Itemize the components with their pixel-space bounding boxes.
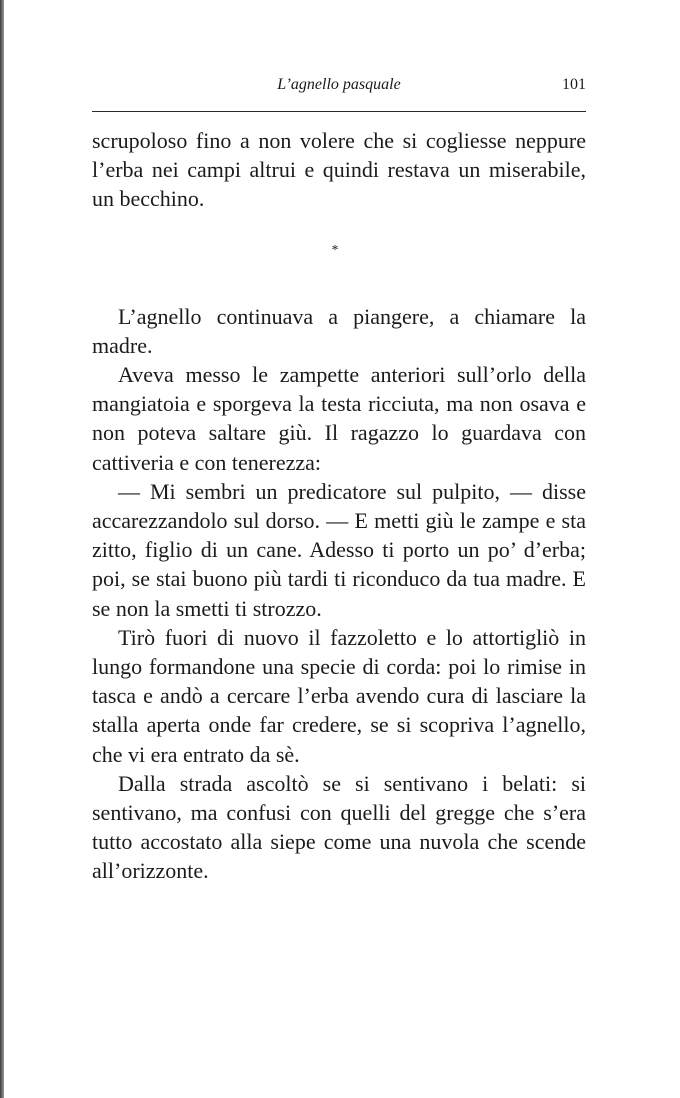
page-number: 101 — [562, 76, 586, 93]
running-title: L’agnello pasquale — [277, 76, 401, 93]
header-rule — [92, 111, 586, 112]
section-break-asterisk: * — [331, 242, 339, 258]
paragraph-dialogue: — Mi sembri un predicatore sul pulpito, — disse accarezzandolo sul dorso. — E metti giù le zampe e sta zitto, figlio di un cane. Adesso ti porto un po’ d’erba; poi, se stai buono più tardi ti riconduco da tua madre. E se non la smetti ti strozzo. — [92, 478, 586, 621]
paragraph: Tirò fuori di nuovo il fazzoletto e lo attortigliò in lungo formandone una specie di corda: poi lo rimise in tasca e andò a cercare l’erba avendo cura di lasciare la stalla aperta onde far credere, se si scopriva l’agnello, che vi era entrato da sè. — [92, 624, 586, 767]
paragraph: Aveva messo le zampette anteriori sull’orlo della mangiatoia e sporgeva la testa ricciuta, ma non osava e non poteva saltare giù. Il ragazzo lo guardava con cattiveria e con tenerezza: — [92, 362, 586, 475]
paragraph-continuation: scrupoloso fino a non volere che si cogliesse neppure l’erba nei campi altrui e quindi restava un miserabile, un becchino. — [92, 128, 586, 212]
body-text — [92, 126, 586, 886]
paragraph: L’agnello continuava a piangere, a chiamare la madre. — [92, 303, 586, 358]
page-binding-edge — [0, 0, 4, 1098]
section-break — [92, 244, 586, 302]
running-header — [92, 76, 586, 104]
paragraph: Dalla strada ascoltò se si sentivano i belati: si sentivano, ma confusi con quelli del gregge che s’era tutto accostato alla siepe come una nuvola che scende all’orizzonte. — [92, 770, 586, 884]
